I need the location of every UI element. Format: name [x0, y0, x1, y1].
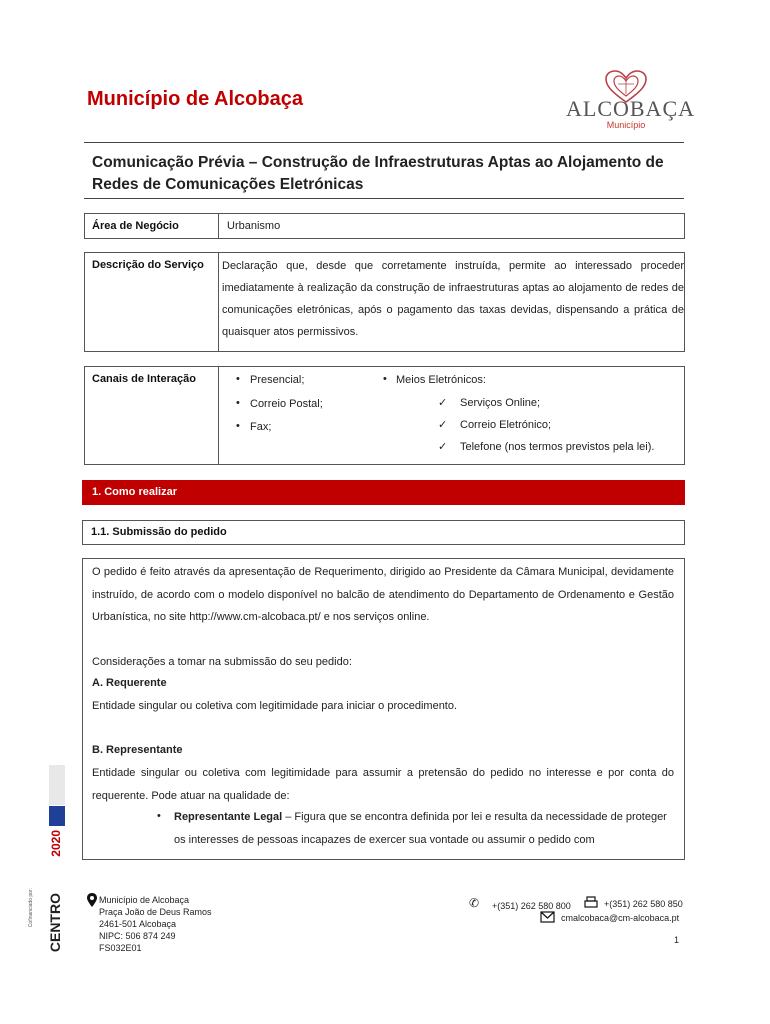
email-icon [540, 910, 555, 923]
electronic-heading: Meios Eletrónicos: [396, 374, 486, 386]
eu-text-block [49, 765, 65, 805]
location-pin-icon [87, 893, 97, 907]
footer-address [99, 894, 212, 954]
service-description-label: Descrição do Serviço [92, 259, 204, 271]
eu-flag-icon [49, 806, 65, 826]
legal-representative-term: Representante Legal [174, 811, 283, 823]
document-title: Comunicação Prévia – Construção de Infraestruturas Aptas ao Alojamento de Redes de Comunicações Eletrónicas [92, 154, 664, 193]
electronic-item: Correio Eletrónico; [460, 419, 552, 431]
check-icon: ✓ [438, 397, 448, 409]
divider [218, 366, 219, 465]
footer-phone: +(351) 262 580 800 [492, 901, 571, 911]
channel-item: Fax; [250, 421, 272, 433]
paragraph: O pedido é feito através da apresentação de Requerimento, dirigido ao Presidente da Câmara Municipal, devidamente instruído, de acordo com o modelo disponível no balcão de atendimento do Departamento de Ordenamento e Gestão Urbanística, no site http://www.cm-alcobaca.pt/ e nos serviços online. [92, 566, 674, 623]
page-number: 1 [674, 935, 680, 945]
bullet-icon: • [236, 397, 240, 409]
service-description-text: Declaração que, desde que corretamente instruída, permite ao interessado proceder imediatamente à realização da construção de infraestruturas aptas ao alojamento de redes de comunicações eletrónicas, após o pagamento das taxas devidas, dispensando a prática de quaisquer atos permissivos. [222, 260, 684, 338]
portugal-2020-logo: 2020 [49, 830, 63, 857]
footer-line: 2461-501 Alcobaça [99, 919, 177, 929]
footer-email: cmalcobaca@cm-alcobaca.pt [561, 913, 680, 923]
bullet-icon: • [236, 420, 240, 432]
footer-line: Praça João de Deus Ramos [99, 907, 212, 917]
channels-label: Canais de Interação [92, 373, 196, 385]
logo-text: ALCOBAÇA [566, 96, 696, 121]
paragraph: Entidade singular ou coletiva com legitimidade para assumir a pretensão do pedido no interesse e por conta do requerente. Pode atuar na qualidade de: [92, 767, 674, 802]
channel-item: Correio Postal; [250, 398, 323, 410]
cofinanced-label: Cofinanciado por: [28, 888, 34, 928]
logo-subtext: Município [606, 120, 646, 130]
footer-line: NIPC: 506 874 249 [99, 931, 176, 941]
divider [84, 142, 684, 143]
footer-line: Município de Alcobaça [99, 895, 190, 905]
phone-icon: ✆ [469, 896, 480, 910]
electronic-item: Serviços Online; [460, 397, 541, 409]
divider [84, 198, 684, 199]
municipality-title: Município de Alcobaça [87, 88, 303, 110]
electronic-item: Telefone (nos termos previstos pela lei). [460, 441, 655, 453]
centro-logo: CENTRO [47, 893, 63, 953]
requester-heading: A. Requerente [92, 677, 167, 689]
section-heading: 1. Como realizar [82, 480, 685, 505]
fax-icon [584, 896, 598, 908]
bullet-icon: • [383, 373, 387, 385]
business-area-label: Área de Negócio [92, 220, 179, 232]
bullet-icon: • [157, 810, 161, 822]
bullet-paragraph [174, 806, 674, 851]
representative-heading: B. Representante [92, 744, 183, 756]
check-icon: ✓ [438, 441, 448, 453]
subsection-heading: 1.1. Submissão do pedido [82, 520, 685, 545]
paragraph: Considerações a tomar na submissão do seu pedido: [92, 656, 352, 668]
bullet-text: – Figura que se encontra definida por lei e resulta da necessidade de proteger os interesses de pessoas incapazes de exercer sua vontade ou assumir o pedido com [174, 811, 667, 846]
channel-item: Presencial; [250, 374, 305, 386]
footer-fax: +(351) 262 580 850 [604, 899, 683, 909]
paragraph: Entidade singular ou coletiva com legitimidade para iniciar o procedimento. [92, 700, 458, 712]
bullet-icon: • [236, 373, 240, 385]
divider [218, 252, 219, 352]
divider [218, 213, 219, 239]
business-area-value: Urbanismo [227, 220, 281, 232]
footer-line: FS032E01 [99, 943, 142, 953]
check-icon: ✓ [438, 419, 448, 431]
